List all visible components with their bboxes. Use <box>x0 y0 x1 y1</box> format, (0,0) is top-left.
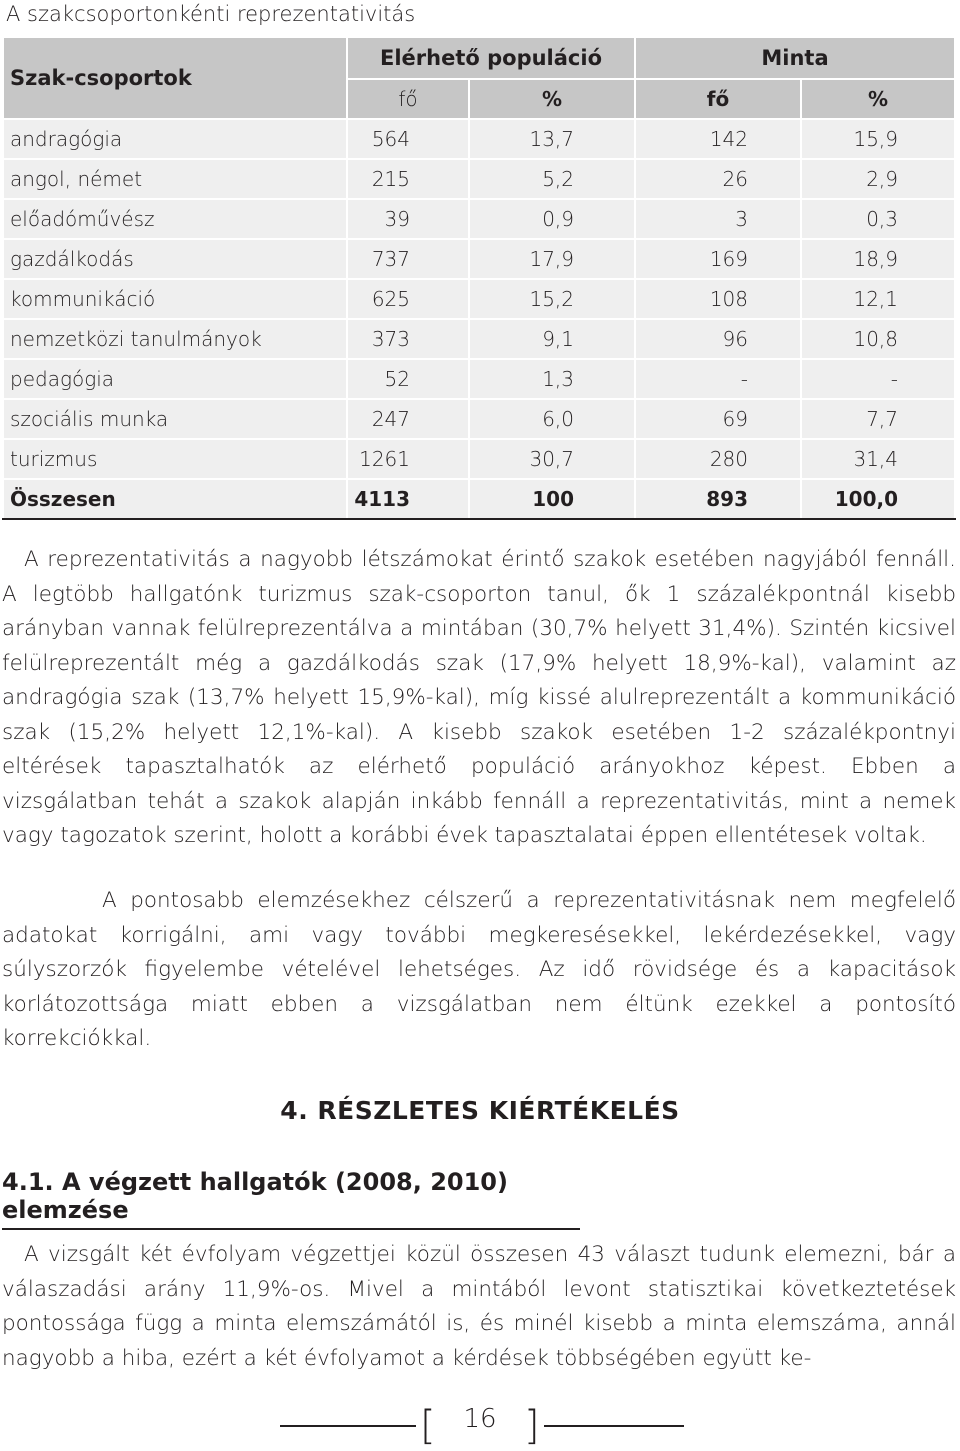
row-label: turizmus <box>3 439 347 479</box>
table-row <box>3 159 955 199</box>
table-row <box>3 399 955 439</box>
row-label: előadóművész <box>3 199 347 239</box>
cell-sample-count: 3 <box>635 199 801 239</box>
page-number: 16 <box>463 1404 497 1434</box>
cell-sample-count: - <box>635 359 801 399</box>
table-caption: A szakcsoportonkénti reprezentativitás <box>6 2 416 26</box>
row-label: kommunikáció <box>3 279 347 319</box>
row-label: pedagógia <box>3 359 347 399</box>
cell-sample-count: 280 <box>635 439 801 479</box>
row-label: andragógia <box>3 119 347 159</box>
cell-sample-percent: 31,4 <box>801 439 955 479</box>
cell-sample-percent: 18,9 <box>801 239 955 279</box>
section-heading: 4. RÉSZLETES KIÉRTÉKELÉS <box>280 1096 680 1125</box>
column-header-pop-percent: % <box>469 79 635 119</box>
body-paragraph: A pontosabb elemzésekhez célszerű a reprezentativitásnak nem megfelelő adatokat korrigálni, ami vagy további megkeresésekkel, lekérdezésekkel, vagy súlyszorzók figyelembe vételével lehetséges. Az idő rövidsége és a kapacitások korlátozottsága miatt ebben a vizsgálatban nem éltünk ezekkel a pontosító korrekciókkal. <box>2 888 956 1051</box>
cell-sample-percent: - <box>801 359 955 399</box>
cell-pop-count: 373 <box>347 319 469 359</box>
cell-sample-percent: 7,7 <box>801 399 955 439</box>
total-sample-percent: 100,0 <box>801 479 955 519</box>
total-pop-count: 4113 <box>347 479 469 519</box>
total-label: Összesen <box>3 479 347 519</box>
table-row <box>3 119 955 159</box>
subsection-heading: 4.1. A végzett hallgatók (2008, 2010) elemzése <box>2 1168 580 1230</box>
column-header-pop-count: fő <box>347 79 469 119</box>
cell-sample-count: 26 <box>635 159 801 199</box>
cell-pop-count: 625 <box>347 279 469 319</box>
footer-bracket-left: [ <box>420 1403 436 1449</box>
row-label: gazdálkodás <box>3 239 347 279</box>
cell-pop-percent: 17,9 <box>469 239 635 279</box>
row-label: angol, német <box>3 159 347 199</box>
cell-sample-count: 142 <box>635 119 801 159</box>
footer-rule-right <box>544 1425 684 1427</box>
cell-pop-count: 1261 <box>347 439 469 479</box>
representativity-table <box>2 36 956 520</box>
row-label: nemzetközi tanulmányok <box>3 319 347 359</box>
cell-sample-count: 69 <box>635 399 801 439</box>
footer-bracket-right: ] <box>524 1403 540 1449</box>
cell-pop-count: 247 <box>347 399 469 439</box>
total-pop-percent: 100 <box>469 479 635 519</box>
table-row <box>3 359 955 399</box>
cell-pop-percent: 15,2 <box>469 279 635 319</box>
cell-pop-count: 564 <box>347 119 469 159</box>
table-header-row <box>3 37 955 79</box>
cell-sample-count: 169 <box>635 239 801 279</box>
table-row <box>3 199 955 239</box>
cell-pop-count: 215 <box>347 159 469 199</box>
table-row <box>3 319 955 359</box>
cell-pop-percent: 9,1 <box>469 319 635 359</box>
cell-pop-count: 52 <box>347 359 469 399</box>
cell-pop-percent: 0,9 <box>469 199 635 239</box>
cell-pop-percent: 1,3 <box>469 359 635 399</box>
cell-pop-percent: 30,7 <box>469 439 635 479</box>
total-sample-count: 893 <box>635 479 801 519</box>
cell-pop-percent: 13,7 <box>469 119 635 159</box>
row-label: szociális munka <box>3 399 347 439</box>
table-row <box>3 279 955 319</box>
column-header-groups: Szak-csoportok <box>3 37 347 119</box>
cell-sample-percent: 0,3 <box>801 199 955 239</box>
column-header-sample-count: fő <box>635 79 801 119</box>
table-total-row <box>3 479 955 519</box>
cell-sample-percent: 10,8 <box>801 319 955 359</box>
cell-sample-count: 108 <box>635 279 801 319</box>
body-paragraph: A reprezentativitás a nagyobb létszámokat érintő szakok esetében nagyjából fennáll. A legtöbb hallgatónk turizmus szak-csoporton tanul, ők 1 százalékpontnál kisebb arányban vannak felülreprezentálva a mintában (30,7% helyett 31,4%). Szintén kicsivel felülreprezentált még a gazdálkodás szak (17,9% helyett 18,9%-kal), valamint az andragógia szak (13,7% helyett 15,9%-kal), míg kissé alulreprezentált a kommunikáció szak (15,2% helyett 12,1%-kal). A kisebb szakok esetében 1-2 százalékpontnyi eltérések tapasztalhatók az elérhető populáció arányokhoz képest. Ebben a vizsgálatban tehát a szakok alapján inkább fennáll a reprezentativitás, mint a nemek vagy tagozatok szerint, holott a korábbi évek tapasztalatai éppen ellentétesek voltak. <box>2 547 956 848</box>
cell-pop-count: 39 <box>347 199 469 239</box>
column-group-population: Elérhető populáció <box>347 37 635 79</box>
cell-pop-percent: 5,2 <box>469 159 635 199</box>
cell-pop-percent: 6,0 <box>469 399 635 439</box>
table-row <box>3 239 955 279</box>
cell-sample-percent: 12,1 <box>801 279 955 319</box>
table-row <box>3 439 955 479</box>
cell-pop-count: 737 <box>347 239 469 279</box>
cell-sample-percent: 2,9 <box>801 159 955 199</box>
body-paragraph: A vizsgált két évfolyam végzettjei közül összesen 43 választ tudunk elemezni, bár a válaszadási arány 11,9%-os. Mivel a mintából levont statisztikai következtetések pontossága függ a minta elemszámától is, és minél kisebb a minta elemszáma, annál nagyobb a hiba, ezért a két évfolyamot a kérdések többségében együtt ke- <box>2 1242 956 1371</box>
cell-sample-percent: 15,9 <box>801 119 955 159</box>
column-group-sample: Minta <box>635 37 955 79</box>
cell-sample-count: 96 <box>635 319 801 359</box>
column-header-sample-percent: % <box>801 79 955 119</box>
